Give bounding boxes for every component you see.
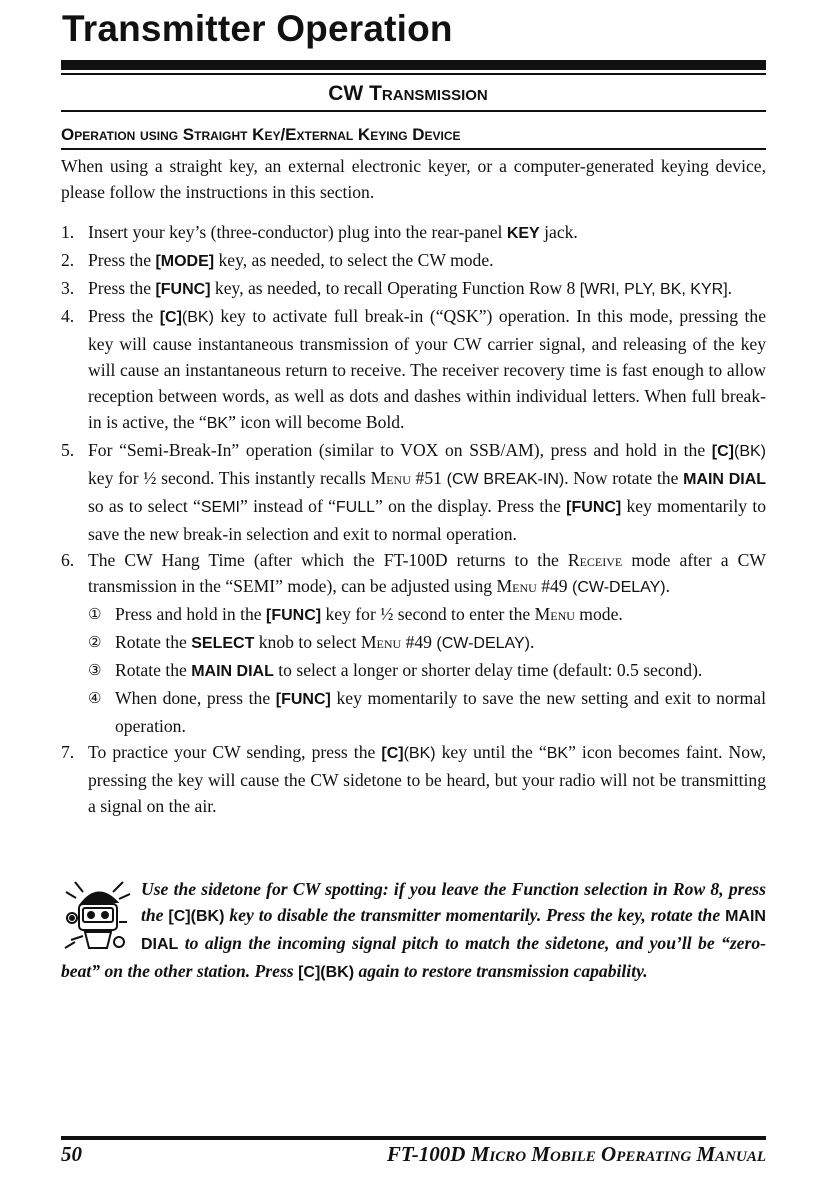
step-6: 6. The CW Hang Time (after which the FT-100D returns to the Receive mode after a CW transmission in the “SEMI” mode), can be adjusted using Menu #49 (CW-DELAY). ① Press and hold in the [FUNC] key for ½ second to enter the Menu mode. ② Rotate the SELECT knob to select Menu #49 (CW-DELAY). ③ Rotate the MAIN DIAL to select a longer or shorter delay time (default: 0.5 second). ④ When done, press the [FUNC] key momentarily to save the new setting and exit to normal operation.: [61, 547, 766, 739]
section-title: CW Transmission: [328, 82, 488, 105]
title-thick-rule: [61, 60, 766, 70]
page-number: 50: [61, 1142, 82, 1166]
function-row-label: [WRI, PLY, BK, KYR]: [579, 281, 728, 298]
manual-title: FT-100D Micro Mobile Operating Manual: [386, 1142, 766, 1166]
mode-key-label: [MODE]: [155, 253, 215, 270]
key-jack-label: KEY: [506, 225, 540, 242]
substep-2: ② Rotate the SELECT knob to select Menu #49 (CW-DELAY).: [88, 629, 766, 657]
intro-paragraph: When using a straight key, an external electronic keyer, or a computer-generated keying device, please follow the instructions in this section.: [61, 156, 766, 202]
step-3: 3. Press the [FUNC] key, as needed, to recall Operating Function Row 8 [WRI, PLY, BK, KYR].: [61, 278, 733, 298]
step-5: 5. For “Semi-Break-In” operation (similar to VOX on SSB/AM), press and hold in the [C](BK) key for ½ second. This instantly recalls Menu #51 (CW BREAK-IN). Now rotate the MAIN DIAL so as to select “SEMI” instead of “FULL” on the display. Press the [FUNC] key momentarily to save the new break-in selection and exit to normal operation.: [61, 440, 767, 544]
circled-three-icon: ③: [88, 661, 102, 679]
circled-two-icon: ②: [88, 633, 102, 651]
substep-1: ① Press and hold in the [FUNC] key for ½ second to enter the Menu mode.: [88, 601, 766, 629]
circled-four-icon: ④: [88, 689, 102, 707]
steps-list: [61, 219, 766, 819]
substep-4: ④ When done, press the [FUNC] key momentarily to save the new setting and exit to normal operation.: [88, 685, 766, 739]
subheading: Operation using Straight Key/External Keying Device: [61, 125, 461, 144]
section-rule: [61, 110, 766, 112]
step-7: 7. To practice your CW sending, press the [C](BK) key until the “BK” icon becomes faint. Now, pressing the key will cause the CW sidetone to be heard, but your radio will not be transmitting a signal on the air.: [61, 742, 767, 816]
footer-rule: [61, 1136, 766, 1140]
step-1: 1. Insert your key’s (three-conductor) plug into the rear-panel KEY jack.: [61, 222, 578, 242]
step-4: 4. Press the [C](BK) key to activate full break-in (“QSK”) operation. In this mode, pressing the key will cause instantaneous transmission of your CW carrier signal, and releasing of the key will cause an instantaneous return to receive. The receiver recovery time is fast enough to allow reception between words, as well as dots and dashes within individual letters. When full break-in is active, the “BK” icon will become Bold.: [61, 306, 767, 432]
page-title: Transmitter Operation: [62, 8, 453, 49]
mascot-tip-icon: [61, 878, 135, 954]
circled-one-icon: ①: [88, 605, 102, 623]
substep-3: ③ Rotate the MAIN DIAL to select a longer or shorter delay time (default: 0.5 second).: [88, 657, 766, 685]
title-thin-rule: [61, 73, 766, 75]
func-key-label: [FUNC]: [155, 281, 211, 298]
tip-paragraph: Use the sidetone for CW spotting: if you leave the Function selection in Row 8, press the [C](BK) key to disable the transmitter momentarily. Press the key, rotate the MAIN DIAL to align the incoming signal pitch to match the sidetone, and you’ll be “zero-beat” on the other station. Press [C](BK) again to restore transmission capability.: [61, 879, 766, 981]
subheading-rule: [61, 148, 766, 150]
step-2: 2. Press the [MODE] key, as needed, to select the CW mode.: [61, 250, 494, 270]
